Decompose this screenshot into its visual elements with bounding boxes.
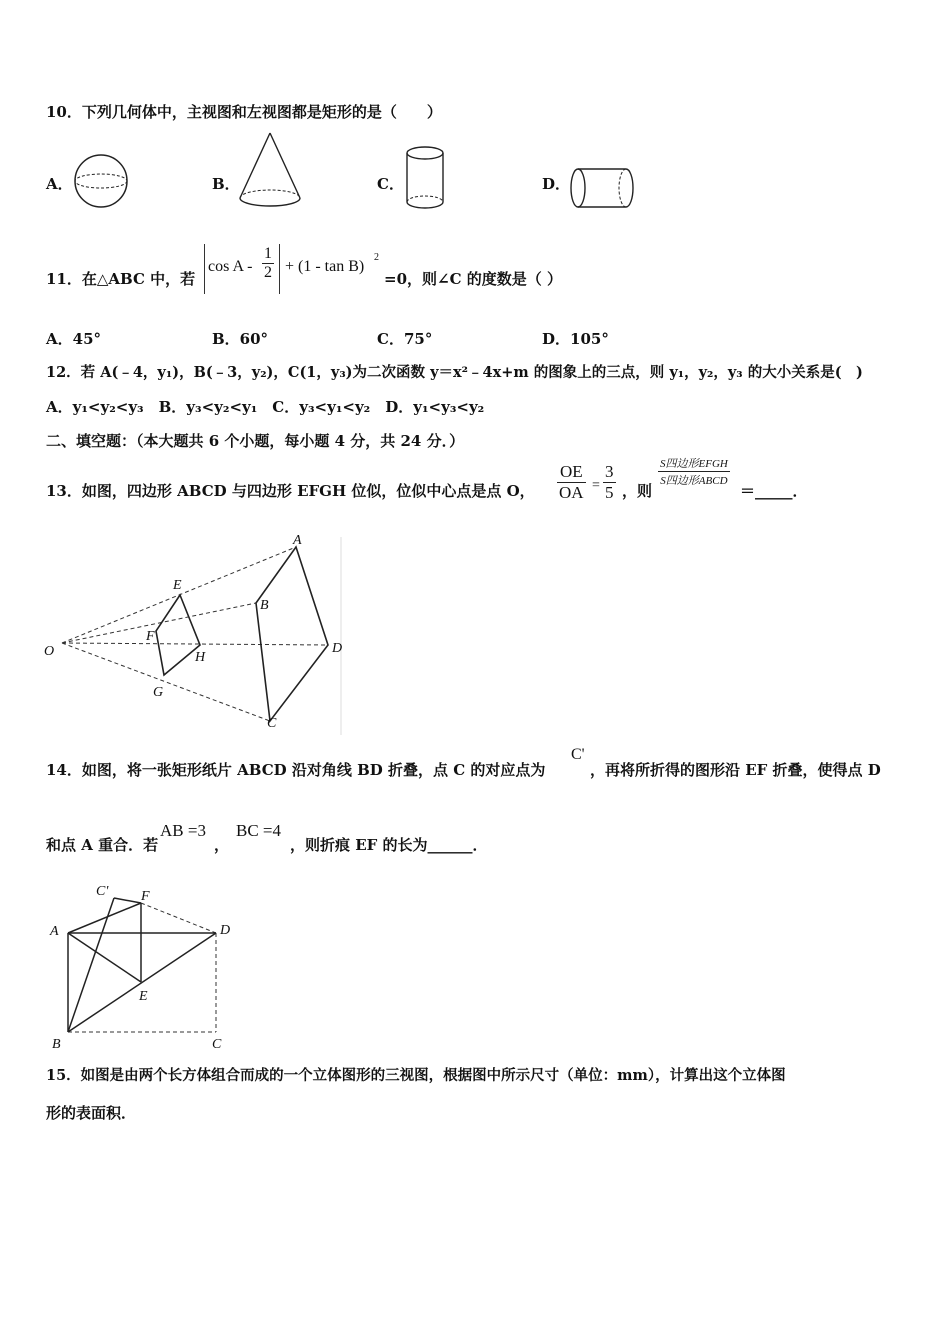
q11-exponent: 2 [374, 252, 379, 263]
cylinder-lying-icon [566, 165, 640, 213]
q10-stem: 10．下列几何体中，主视图和左视图都是矩形的是（ ） [46, 103, 442, 121]
q13-label-f: F [146, 629, 155, 644]
q13-homothety-figure [40, 535, 350, 735]
q12-stem: 12．若 A(﹣4，y₁)，B(﹣3，y₂)，C(1，y₃)为二次函数 y＝x²﹣4x+m 的图象上的三点，则 y₁，y₂，y₃ 的大小关系是( ) [46, 364, 863, 381]
q14-label-b: B [52, 1037, 61, 1052]
q13-frac2-den: 5 [605, 483, 614, 502]
q15-line2: 形的表面积． [46, 1104, 137, 1122]
q10-option-a-label: A． [46, 175, 73, 193]
q13-label-a: A [293, 535, 302, 548]
q11-option-c: C．75° [377, 330, 433, 348]
q11-suffix: =0，则∠C 的度数是（ ） [384, 270, 562, 288]
q14-label-d: D [220, 923, 231, 938]
q14-comma: ， [214, 836, 230, 854]
q11-prefix: 11．在△ABC 中，若 [46, 270, 196, 288]
q13-mid: ，则 [622, 482, 653, 500]
q13-label-d: D [332, 641, 343, 656]
q14-label-e: E [139, 989, 148, 1004]
q13-frac1-num: OE [557, 462, 586, 483]
section-2-heading: 二、填空题：（本大题共 6 个小题，每小题 4 分，共 24 分．） [46, 432, 465, 450]
q13-label-c: C [267, 716, 277, 731]
q11-option-d: D．105° [542, 330, 609, 348]
q14-line2a: 和点 A 重合．若 [46, 836, 159, 854]
q11-half-num: 1 [264, 245, 272, 262]
q15-line1: 15．如图是由两个长方体组合而成的一个立体图形的三视图，根据图中所示尺寸（单位：mm），计算出这个立体图 [46, 1067, 786, 1084]
q13-area-ratio [658, 455, 730, 488]
q13-s-den: S四边形ABCD [660, 475, 728, 487]
q14-ab-value: AB =3 [160, 821, 206, 840]
q11-option-a: A．45° [46, 330, 102, 348]
q13-frac1-den: OA [559, 483, 584, 502]
q11-half-den: 2 [264, 264, 272, 281]
q14-bc-value: BC =4 [236, 821, 282, 840]
q14-fold-figure [40, 878, 240, 1053]
q13-label-b: B [260, 598, 269, 613]
q13-label-g: G [153, 685, 164, 700]
q12-options: A．y₁<y₂<y₃ B．y₃<y₂<y₁ C．y₃<y₁<y₂ D．y₁<y₃<y₂ [46, 398, 485, 416]
cylinder-upright-icon [402, 142, 450, 212]
q13-frac2-num: 3 [605, 462, 614, 481]
q14-label-f: F [141, 889, 150, 904]
q14-label-c: C [212, 1037, 222, 1052]
q13-label-h: H [195, 650, 206, 665]
q14-c-prime: C' [571, 746, 585, 763]
q14-line1b: ，再将所折得的图形沿 EF 折叠，使得点 D [590, 761, 881, 779]
q14-label-c-prime: C' [96, 884, 109, 899]
q14-label-a: A [50, 924, 59, 939]
q13-label-o: O [44, 644, 55, 659]
q14-line1: 14．如图，将一张矩形纸片 ABCD 沿对角线 BD 折叠，点 C 的对应点为 [46, 761, 546, 779]
q13-label-e: E [173, 578, 182, 593]
q13-suffix: ＝_____． [740, 482, 808, 500]
q10-option-d-label: D． [542, 175, 571, 193]
abs-bar-left [204, 244, 205, 294]
abs-bar-right [279, 244, 280, 294]
q13-ratio-oe-oa [557, 462, 586, 503]
q11-option-b: B．60° [212, 330, 269, 348]
q10-option-b-label: B． [212, 175, 240, 193]
q10-option-c-label: C． [377, 175, 404, 193]
q11-tan-term: + (1 - tan B) [285, 258, 365, 275]
sphere-icon [72, 152, 132, 212]
cone-icon [236, 130, 306, 212]
q13-ratio-3-5 [603, 462, 616, 503]
q14-line2b: ，则折痕 EF 的长为______． [290, 836, 488, 854]
q11-cos-term: cos A - [208, 258, 253, 275]
q13-prefix: 13．如图，四边形 ABCD 与四边形 EFGH 位似，位似中心点是点 O， [46, 482, 535, 500]
q13-s-num: S四边形EFGH [658, 455, 730, 472]
q11-half-fraction [262, 245, 274, 282]
q13-equals: = [592, 478, 600, 493]
